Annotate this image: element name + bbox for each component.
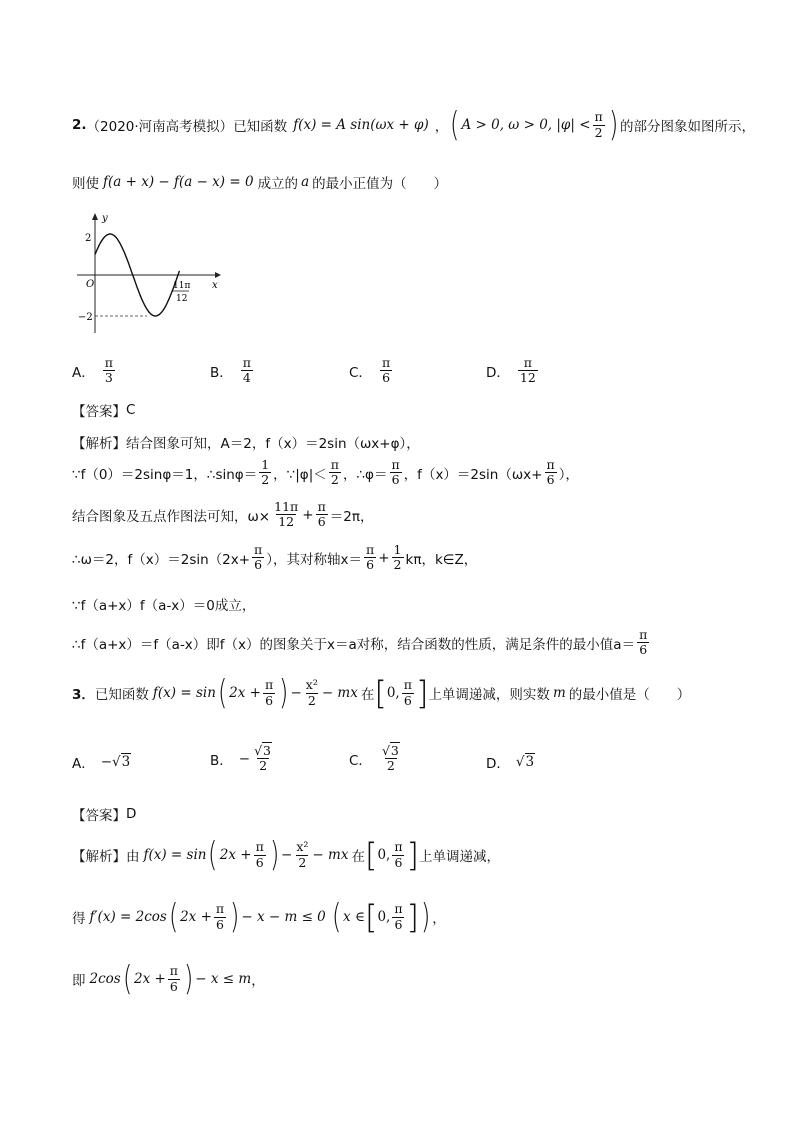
q2-condition: A > 0, ω > 0, |φ| < bbox=[461, 117, 591, 133]
q2-option-c[interactable]: C． $\frac{\pi}{6}$ bbox=[349, 355, 391, 386]
q2-analysis-line5: ∵f（a+x）f（a-x）＝0成立， bbox=[72, 598, 256, 614]
q2-stem-a: 已知函数 bbox=[233, 119, 288, 135]
q2-analysis-line2: ∵f（0）＝2sinφ＝1，∴sinφ＝ $\frac{1}{2}$ ，∵|φ|＜ $\frac{\pi}{2}$ ，∴φ＝ $\frac{\pi}{6}$ ，f（x）＝2sin（ωx+ $\frac{\pi}{6}$ ）， bbox=[72, 457, 579, 488]
q2-answer-value: C bbox=[126, 402, 136, 418]
q3-option-d[interactable]: D． √3 bbox=[486, 754, 535, 772]
q2-stem-line2 bbox=[72, 172, 447, 192]
x-tick-num: 11π bbox=[173, 281, 191, 291]
q2-line2-b: 成立的 bbox=[257, 176, 299, 192]
q2-line2-eq: f(a + x) − f(a − x) = 0 bbox=[103, 174, 254, 190]
q2-option-d[interactable]: D． $\frac{\pi}{12}$ bbox=[486, 355, 536, 386]
y-tick-minus2: −2 bbox=[78, 312, 93, 323]
q2-answer-label: 【答案】 bbox=[72, 404, 126, 420]
q2-answer bbox=[72, 400, 135, 420]
q2-line2-a: 则使 bbox=[72, 176, 99, 192]
q3-option-c[interactable]: C． $\frac{√3}{2}$ bbox=[349, 743, 399, 774]
q2-stem-b: 的部分图象如图所示， bbox=[620, 119, 756, 135]
q2-function: f(x) = A sin(ωx + φ) bbox=[293, 117, 429, 133]
q2-cond-frac: $\frac{\pi}{2}$ bbox=[594, 109, 603, 140]
q3-number: 3． bbox=[72, 687, 95, 703]
q3-option-a[interactable]: A． −√3 bbox=[72, 754, 131, 772]
q2-paren-left: ( bbox=[450, 105, 460, 145]
x-axis-arrow bbox=[215, 272, 221, 278]
q2-number: 2. bbox=[72, 117, 87, 133]
q2-source: （2020·河南高考模拟） bbox=[86, 119, 234, 135]
x-tick-den: 12 bbox=[176, 294, 188, 304]
q2-sine-graph bbox=[72, 208, 222, 338]
origin-label: O bbox=[86, 279, 95, 290]
q3-analysis-line1: 【解析】 由 f(x) = sin ( 2x + $\frac{\pi}{6}$ ) − $\frac{\text{x²}}{2}$ − mx 在 [ 0, $\frac{\pi}{6}$ ] 上单调递减， bbox=[72, 835, 501, 875]
q2-analysis-line3: 结合图象及五点作图法可知，ω× $\frac{11\pi}{12}$ + $\frac{\pi}{6}$ ＝2π， bbox=[72, 499, 374, 530]
q3-analysis-line2: 得 f′(x) = 2cos ( 2x + $\frac{\pi}{6}$ ) − x − m ≤ 0 ( x ∈ [ 0, $\frac{\pi}{6}$ ] ) ， bbox=[72, 897, 446, 937]
y-axis-arrow bbox=[92, 213, 98, 220]
q2-analysis-line1: 【解析】 结合图象可知，A＝2，f（x）＝2sin（ωx+φ）， bbox=[72, 432, 420, 452]
q3-analysis-line3: 即 2cos ( 2x + $\frac{\pi}{6}$ ) − x ≤ m ， bbox=[72, 959, 265, 999]
q3-option-b[interactable]: B． − $\frac{√3}{2}$ bbox=[210, 743, 271, 774]
q3-analysis-label: 【解析】 bbox=[72, 849, 126, 865]
q2-analysis-label: 【解析】 bbox=[72, 436, 126, 452]
q3-stem: 3． 已知函数 f(x) = sin ( 2x + $\frac{\pi}{6}$ ) − $\frac{\text{x²}}{2}$ − mx 在 [ 0, $\frac{\pi}{6}$ ] 上单调递减，则实数 m 的最小值是（ ） bbox=[72, 673, 691, 713]
y-axis-label: y bbox=[102, 213, 108, 224]
q2-paren-right: ) bbox=[608, 105, 619, 145]
q2-stem-line1: 2. （2020·河南高考模拟） 已知函数 f(x) = A sin(ωx + φ) ， ( A > 0, ω > 0, |φ| < $\frac{\pi}{2}$ ) 的部分图象如图所示， bbox=[72, 105, 756, 145]
q2-line2-var: a bbox=[301, 174, 310, 190]
x-axis-label: x bbox=[212, 280, 218, 291]
q2-analysis-line6: ∴f（a+x）＝f（a-x）即f（x）的图象关于x＝a对称，结合函数的性质，满足条件的最小值a＝ $\frac{\pi}{6}$ bbox=[72, 627, 648, 658]
q2-option-a[interactable]: A． $\frac{\pi}{3}$ bbox=[72, 355, 113, 386]
q3-answer-label: 【答案】 bbox=[72, 808, 126, 824]
q2-line2-c: 的最小正值为（ ） bbox=[312, 176, 448, 192]
q2-option-b[interactable]: B． $\frac{\pi}{4}$ bbox=[210, 355, 251, 386]
y-tick-2: 2 bbox=[85, 233, 92, 244]
q3-answer-value: D bbox=[126, 806, 137, 822]
q3-answer bbox=[72, 804, 136, 824]
q2-analysis-line4: ∴ω＝2，f（x）＝2sin（2x+ $\frac{\pi}{6}$ ），其对称轴x＝ $\frac{\pi}{6}$ + $\frac{1}{2}$ kπ，k∈Z， bbox=[72, 542, 478, 573]
